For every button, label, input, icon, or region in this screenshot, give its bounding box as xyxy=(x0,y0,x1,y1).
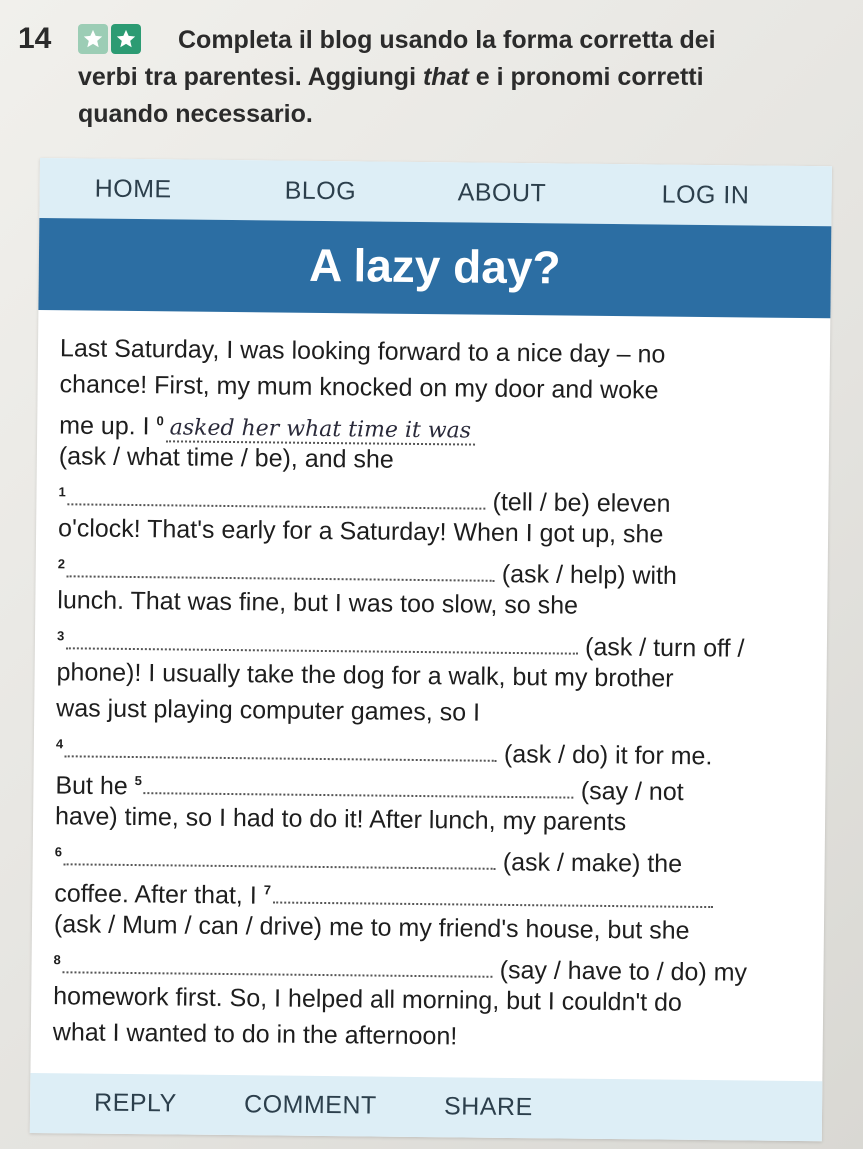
text-line: lunch. That was fine, but I was too slow, so she xyxy=(57,586,579,620)
blog-nav xyxy=(39,158,832,226)
share-button[interactable]: SHARE xyxy=(443,1092,533,1122)
text-line: what I wanted to do in the afternoon! xyxy=(52,1018,458,1051)
answer-blank-4[interactable] xyxy=(65,734,497,763)
answer-blank-7[interactable] xyxy=(273,880,713,909)
exercise-number: 14 xyxy=(18,22,52,55)
blog-post-body xyxy=(53,330,812,1058)
instructions-line: verbi tra parentesi. Aggiungi that e i pronomi corretti xyxy=(78,63,704,91)
nav-about[interactable]: ABOUT xyxy=(457,178,547,208)
answer-blank-3[interactable] xyxy=(66,626,578,655)
text-line: (ask / what time / be), and she xyxy=(58,442,394,474)
text-line: phone)! I usually take the dog for a walk, but my brother xyxy=(56,658,674,693)
text-line: $^4$ (ask / do) it for me. xyxy=(56,726,808,770)
blog-banner xyxy=(38,218,831,318)
comment-button[interactable]: COMMENT xyxy=(243,1090,377,1120)
answer-blank-5[interactable] xyxy=(144,770,574,799)
gap-number: 7 xyxy=(263,882,272,898)
answer-blank-6[interactable] xyxy=(64,842,496,871)
text-line: $^1$ (tell / be) eleven xyxy=(58,474,810,518)
text-line: (ask / Mum / can / drive) me to my friend's house, but she xyxy=(53,910,690,945)
gap-number: 0 xyxy=(156,413,164,429)
text-line: o'clock! That's early for a Saturday! When I got up, she xyxy=(57,514,664,549)
text-line: have) time, so I had to do it! After lunch, my parents xyxy=(54,802,627,837)
gap-number: 4 xyxy=(55,736,64,752)
text-line: $^8$ (say / have to / do) my xyxy=(53,942,805,986)
text-line: coffee. After that, I $^7$ xyxy=(54,870,806,914)
text-line: $^6$ (ask / make) the xyxy=(55,834,807,878)
blog-footer xyxy=(30,1073,823,1141)
text-line: But he $^5$ (say / not xyxy=(55,771,684,807)
answer-blank-1[interactable] xyxy=(68,482,486,510)
text-line: $^2$ (ask / help) with xyxy=(58,546,810,590)
text-line: me up. I $^0$ asked her what time it was xyxy=(59,402,811,446)
answer-blank-8[interactable] xyxy=(63,950,493,979)
instructions-line: quando necessario. xyxy=(78,100,313,128)
text-line: was just playing computer games, so I xyxy=(56,694,481,727)
text-line: $^3$ (ask / turn off / xyxy=(57,618,809,662)
blog-title: A lazy day? xyxy=(308,238,561,294)
blog-card xyxy=(30,158,832,1141)
exercise-instructions xyxy=(78,22,838,133)
answer-blank-2[interactable] xyxy=(67,554,495,582)
gap-number: 5 xyxy=(134,773,143,789)
nav-log-in[interactable]: LOG IN xyxy=(661,180,750,210)
gap-number: 2 xyxy=(57,556,66,572)
instructions-line: Completa il blog usando la forma corretta dei xyxy=(178,26,716,54)
text-line: homework first. So, I helped all morning, but I couldn't do xyxy=(53,982,683,1017)
gap-number: 3 xyxy=(56,628,65,644)
nav-blog[interactable]: BLOG xyxy=(284,176,357,206)
gap-number: 8 xyxy=(53,952,61,968)
text-line: Last Saturday, I was looking forward to a nice day – no xyxy=(59,334,666,369)
example-answer: asked her what time it was xyxy=(166,416,476,446)
gap-number: 1 xyxy=(58,484,66,500)
gap-number: 6 xyxy=(54,844,63,860)
nav-home[interactable]: HOME xyxy=(94,174,172,204)
reply-button[interactable]: REPLY xyxy=(93,1088,177,1118)
text-line: chance! First, my mum knocked on my door and woke xyxy=(59,370,659,405)
